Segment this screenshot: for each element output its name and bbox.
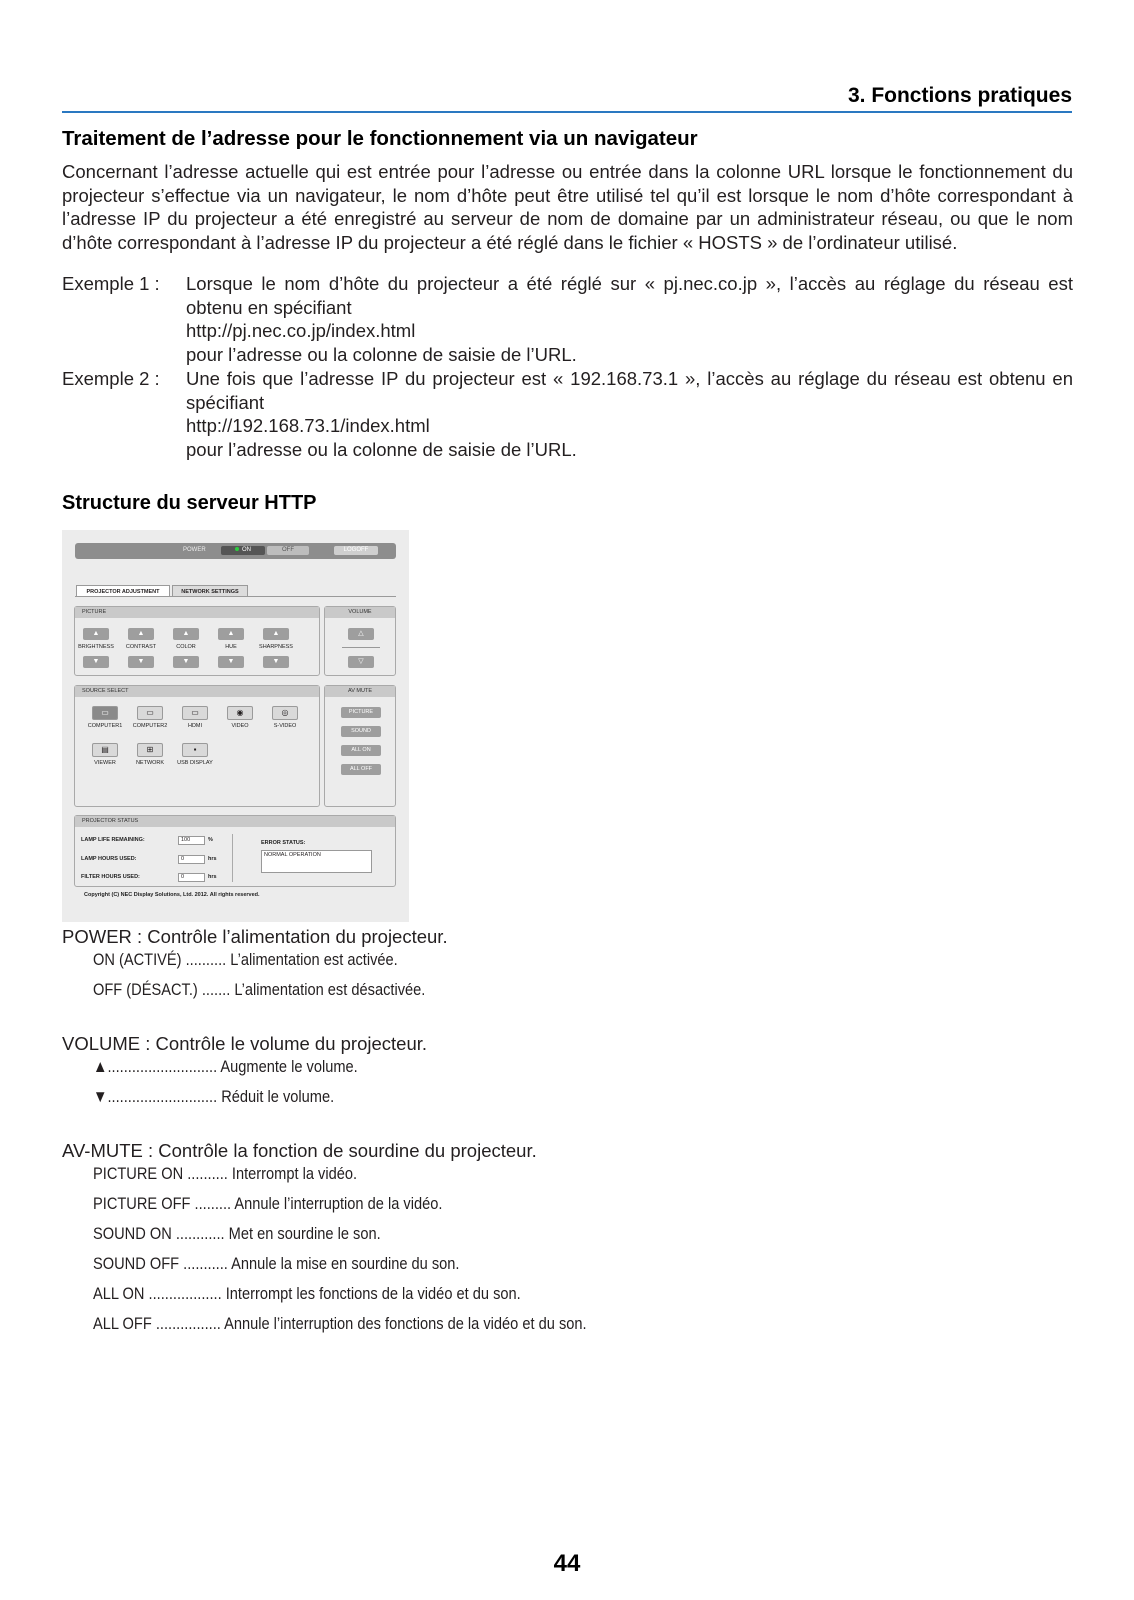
sound-on-desc: Met en sourdine le son. <box>224 1224 381 1243</box>
header-rule <box>62 111 1072 113</box>
page-number: 44 <box>553 1550 581 1577</box>
power-on-desc: L’alimentation est activée. <box>226 950 398 969</box>
lamp-life-unit: % <box>208 837 213 843</box>
example-2-tail: pour l’adresse ou la colonne de saisie de l’URL. <box>186 438 577 460</box>
av-mute-panel-head: AV MUTE <box>325 686 395 697</box>
copyright: Copyright (C) NEC Display Solutions, Ltd. 2012. All rights reserved. <box>84 892 260 898</box>
volume-down-row <box>93 1087 334 1107</box>
usb-display-label: USB DISPLAY <box>177 760 213 766</box>
picture-off-desc: Annule l’interruption de la vidéo. <box>231 1194 443 1213</box>
all-off-term: ALL OFF ................ <box>93 1314 221 1333</box>
sound-on-term: SOUND ON ............ <box>93 1224 225 1243</box>
address-heading: Traitement de l’adresse pour le fonctionnement via un navigateur <box>62 127 698 150</box>
tab-divider <box>75 596 396 597</box>
volume-down-desc: Réduit le volume. <box>217 1087 335 1106</box>
color-up-button[interactable]: ▲ <box>173 628 199 640</box>
hue-label: HUE <box>225 644 237 650</box>
color-label: COLOR <box>176 644 196 650</box>
computer1-label: COMPUTER1 <box>87 723 123 729</box>
filter-hours-unit: hrs <box>208 874 217 880</box>
filter-hours-value: 0 <box>178 873 205 882</box>
power-on-term: ON (ACTIVÉ) .......... <box>93 950 227 969</box>
example-2-label: Exemple 2 : <box>62 368 160 389</box>
example-2-body <box>186 367 1073 461</box>
error-status-label: ERROR STATUS: <box>261 840 306 846</box>
contrast-label: CONTRAST <box>125 644 157 650</box>
sharpness-label: SHARPNESS <box>259 644 293 650</box>
hdmi-label: HDMI <box>187 723 203 729</box>
projector-status-panel <box>74 815 396 887</box>
power-off-term: OFF (DÉSACT.) ....... <box>93 980 231 999</box>
svideo-label: S-VIDEO <box>273 723 297 729</box>
example-1-body <box>186 272 1073 366</box>
error-status-box: NORMAL OPERATION <box>261 850 372 873</box>
usb-display-source-button[interactable]: ▪ <box>182 743 208 757</box>
picture-on-desc: Interrompt la vidéo. <box>227 1164 358 1183</box>
volume-up-row <box>93 1057 358 1077</box>
all-on-row <box>93 1284 521 1304</box>
lamp-life-value: 100 <box>178 836 205 845</box>
source-panel-head: SOURCE SELECT <box>75 686 319 697</box>
power-heading: POWER : Contrôle l’alimentation du projecteur. <box>62 926 448 947</box>
hue-up-button[interactable]: ▲ <box>218 628 244 640</box>
power-label: POWER <box>183 547 206 553</box>
example-2-url: http://192.168.73.1/index.html <box>186 415 430 437</box>
av-mute-all-off-button[interactable]: ALL OFF <box>341 764 381 775</box>
sound-off-desc: Annule la mise en sourdine du son. <box>227 1254 460 1273</box>
power-off-button[interactable]: OFF <box>267 546 309 555</box>
power-on-button[interactable] <box>221 546 265 555</box>
power-bar <box>75 543 396 559</box>
hue-down-button[interactable]: ▼ <box>218 656 244 668</box>
av-mute-all-on-button[interactable]: ALL ON <box>341 745 381 756</box>
picture-panel <box>74 606 320 676</box>
picture-on-term: PICTURE ON .......... <box>93 1164 228 1183</box>
volume-up-term: ▲........................... <box>93 1057 218 1076</box>
video-label: VIDEO <box>231 723 249 729</box>
picture-off-term: PICTURE OFF ......... <box>93 1194 232 1213</box>
sound-on-row <box>93 1224 381 1244</box>
power-off-desc: L’alimentation est désactivée. <box>230 980 426 999</box>
example-1-tail: pour l’adresse ou la colonne de saisie de l’URL. <box>186 343 577 365</box>
network-label: NETWORK <box>135 760 165 766</box>
power-on-label: ON <box>242 547 251 553</box>
sharpness-up-button[interactable]: ▲ <box>263 628 289 640</box>
viewer-source-button[interactable]: ▤ <box>92 743 118 757</box>
lamp-hours-label: LAMP HOURS USED: <box>81 856 137 862</box>
network-source-button[interactable]: ⊞ <box>137 743 163 757</box>
computer2-label: COMPUTER2 <box>132 723 168 729</box>
status-divider <box>232 834 233 882</box>
contrast-down-button[interactable]: ▼ <box>128 656 154 668</box>
sound-off-term: SOUND OFF ........... <box>93 1254 228 1273</box>
brightness-label: BRIGHTNESS <box>78 644 114 650</box>
tab-network-settings[interactable]: NETWORK SETTINGS <box>172 585 248 597</box>
volume-heading: VOLUME : Contrôle le volume du projecteur. <box>62 1033 428 1054</box>
volume-up-button[interactable]: △ <box>348 628 374 640</box>
example-2-text: Une fois que l’adresse IP du projecteur est « 192.168.73.1 », l’accès au réglage du réseau est obtenu en spécifiant <box>186 368 1073 413</box>
av-mute-sound-button[interactable]: SOUND <box>341 726 381 737</box>
logoff-button[interactable]: LOGOFF <box>334 546 378 555</box>
sharpness-down-button[interactable]: ▼ <box>263 656 289 668</box>
volume-level-line <box>342 647 380 648</box>
example-1-text: Lorsque le nom d’hôte du projecteur a été réglé sur « pj.nec.co.jp », l’accès au réglage du réseau est obtenu en spécifiant <box>186 273 1073 318</box>
source-select-panel <box>74 685 320 807</box>
computer2-source-button[interactable]: ▭ <box>137 706 163 720</box>
sound-off-row <box>93 1254 459 1274</box>
lamp-life-label: LAMP LIFE REMAINING: <box>81 837 145 843</box>
picture-panel-head: PICTURE <box>75 607 319 618</box>
tab-projector-adjustment[interactable]: PROJECTOR ADJUSTMENT <box>76 585 170 597</box>
section-title: 3. Fonctions pratiques <box>847 84 1072 107</box>
example-1-url: http://pj.nec.co.jp/index.html <box>186 320 416 342</box>
all-off-row <box>93 1314 587 1334</box>
address-paragraph: Concernant l’adresse actuelle qui est entrée pour l’adresse ou entrée dans la colonne URL lorsque le fonctionnement du projecteur s’effectue via un navigateur, le nom d’hôte peut être utilisé tel qu’il est lorsque le nom d’hôte correspondant à l’adresse IP du projecteur a été enregistré au serveur de nom de domaine par un administrateur réseau, ou que le nom d’hôte correspondant à l’adresse IP du projecteur a été réglé dans le fichier « HOSTS » de l’ordinateur utilisé. <box>62 161 1073 253</box>
volume-up-desc: Augmente le volume. <box>217 1057 358 1076</box>
power-on-row <box>93 950 398 970</box>
example-1-label: Exemple 1 : <box>62 273 160 294</box>
power-off-row <box>93 980 425 1000</box>
picture-on-row <box>93 1164 357 1184</box>
computer1-source-button[interactable]: ▭ <box>92 706 118 720</box>
all-on-desc: Interrompt les fonctions de la vidéo et du son. <box>221 1284 521 1303</box>
contrast-up-button[interactable]: ▲ <box>128 628 154 640</box>
brightness-up-button[interactable]: ▲ <box>83 628 109 640</box>
volume-down-term: ▼........................... <box>93 1087 218 1106</box>
av-mute-picture-button[interactable]: PICTURE <box>341 707 381 718</box>
http-heading: Structure du serveur HTTP <box>62 492 317 514</box>
http-server-screenshot <box>62 530 409 922</box>
volume-panel <box>324 606 396 676</box>
status-panel-head: PROJECTOR STATUS <box>75 816 395 827</box>
video-source-button[interactable]: ◉ <box>227 706 253 720</box>
color-down-button[interactable]: ▼ <box>173 656 199 668</box>
viewer-label: VIEWER <box>94 760 116 766</box>
lamp-hours-unit: hrs <box>208 856 217 862</box>
volume-down-button[interactable]: ▽ <box>348 656 374 668</box>
avmute-heading: AV-MUTE : Contrôle la fonction de sourdine du projecteur. <box>62 1140 537 1161</box>
brightness-down-button[interactable]: ▼ <box>83 656 109 668</box>
volume-panel-head: VOLUME <box>325 607 395 618</box>
picture-off-row <box>93 1194 442 1214</box>
av-mute-panel <box>324 685 396 807</box>
hdmi-source-button[interactable]: ▭ <box>182 706 208 720</box>
filter-hours-label: FILTER HOURS USED: <box>81 874 140 880</box>
lamp-hours-value: 0 <box>178 855 205 864</box>
all-off-desc: Annule l’interruption des fonctions de la vidéo et du son. <box>220 1314 587 1333</box>
svideo-source-button[interactable]: ◎ <box>272 706 298 720</box>
all-on-term: ALL ON .................. <box>93 1284 222 1303</box>
